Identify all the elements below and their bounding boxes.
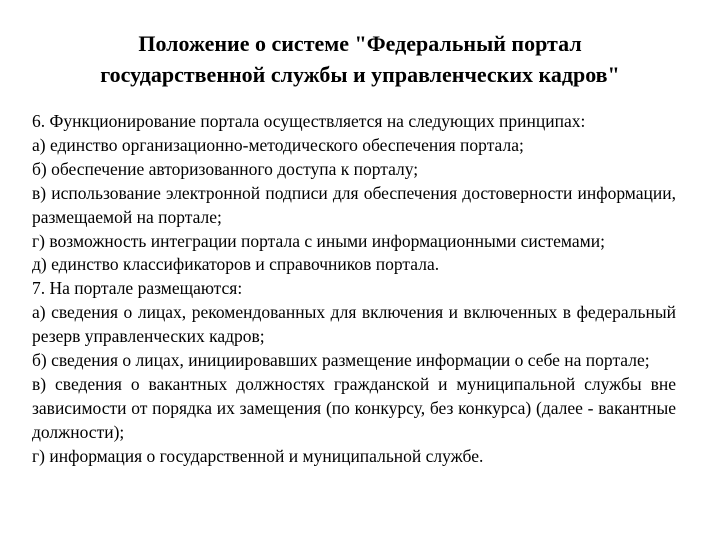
slide-title-line-1: Положение о системе "Федеральный портал	[138, 31, 582, 56]
slide-body	[32, 110, 676, 469]
paragraph-6g: г) возможность интеграции портала с иными информационными системами;	[32, 230, 605, 251]
paragraph-6b: б) обеспечение авторизованного доступа к порталу;	[32, 158, 419, 179]
paragraph-7g: г) информация о государственной и муниципальной службе.	[32, 445, 484, 466]
paragraph-7-intro: 7. На портале размещаются:	[32, 278, 243, 299]
paragraph-6-intro: 6. Функционирование портала осуществляется на следующих принципах:	[32, 111, 586, 131]
paragraph-6v: в) использование электронной подписи для обеспечения достоверности информации, размещаемой на портале;	[32, 182, 676, 227]
paragraph-6a: а) единство организационно-методического обеспечения портала;	[32, 134, 524, 155]
paragraph-6d: д) единство классификаторов и справочников портала.	[32, 254, 440, 275]
slide-title-line-2: государственной службы и управленческих кадров"	[100, 62, 620, 87]
slide-title	[40, 28, 680, 90]
paragraph-7a: а) сведения о лицах, рекомендованных для включения и включенных в федеральный резерв управленческих кадров;	[32, 302, 676, 347]
paragraph-7b: б) сведения о лицах, инициировавших размещение информации о себе на портале;	[32, 350, 650, 371]
paragraph-7v: в) сведения о вакантных должностях гражданской и муниципальной службы вне зависимости от порядка их замещения (по конкурсу, без конкурса) (далее - вакантные должности);	[32, 373, 676, 442]
